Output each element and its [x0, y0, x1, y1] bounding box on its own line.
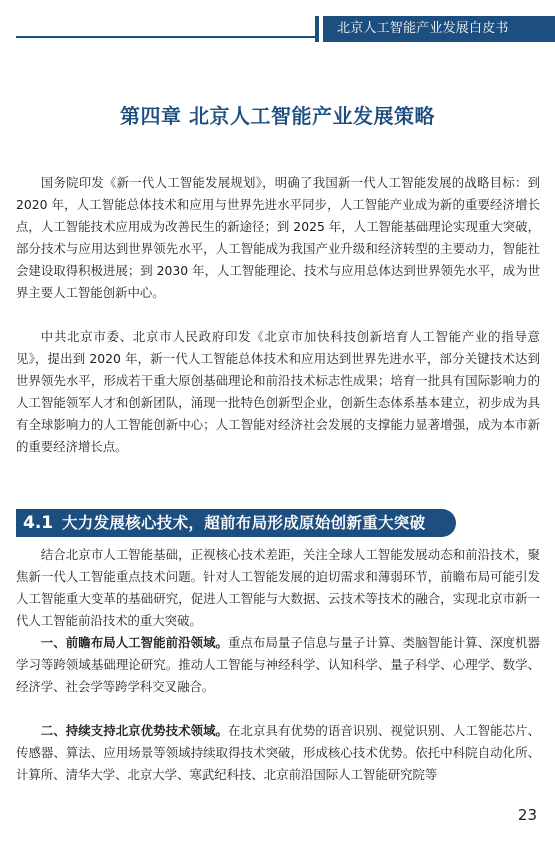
page-number: 23: [517, 806, 537, 824]
paragraph-advantage-fields: [16, 720, 540, 786]
header-rule: [16, 36, 319, 38]
section-title: 大力发展核心技术，超前布局形成原始创新重大突破: [62, 514, 426, 532]
section-number: 4.1: [23, 513, 54, 533]
paragraph-body: 在北京具有优势的语音识别、视觉识别、人工智能芯片、传感器、算法、应用场景等领域持续取得技术突破，形成核心技术优势。依托中科院自动化所、计算所、清华大学、北京大学、寒武纪科技、北京前沿国际人工智能研究院等: [16, 723, 541, 782]
paragraph-strategy-goals: 国务院印发《新一代人工智能发展规划》，明确了我国新一代人工智能发展的战略目标：到 2020 年，人工智能总体技术和应用与世界先进水平同步，人工智能产业成为新的重要经济增长点，人工智能技术应用成为改善民生的新途径；到 2025 年，人工智能基础理论实现重大突破，部分技术与应用达到世界领先水平，人工智能成为我国产业升级和经济转型的主要动力，智能社会建设取得积极进展；到 2030 年，人工智能理论、技术与应用总体达到世界领先水平，成为世界主要人工智能创新中心。: [16, 175, 540, 300]
running-header: [0, 16, 555, 42]
header-title: 北京人工智能产业发展白皮书: [319, 16, 555, 42]
paragraph-frontier-fields: [16, 632, 540, 698]
section-heading: [16, 509, 456, 537]
paragraph-section-intro: 结合北京市人工智能基础，正视核心技术差距，关注全球人工智能发展动态和前沿技术，聚焦新一代人工智能重点技术问题。针对人工智能发展的迫切需求和薄弱环节，前瞻布局可能引发人工智能重大变革的基础研究，促进人工智能与大数据、云技术等技术的融合，实现北京市新一代人工智能前沿技术的重大突破。: [16, 547, 540, 628]
paragraph-lead: 一、前瞻布局人工智能前沿领域。: [40, 635, 229, 650]
paragraph-body: 重点布局量子信息与量子计算、类脑智能计算、深度机器学习等跨领域基础理论研究。推动人工智能与神经科学、认知科学、量子科学、心理学、数学、经济学、社会学等跨学科交叉融合。: [16, 635, 541, 694]
chapter-title: 第四章 北京人工智能产业发展策略: [120, 104, 435, 128]
paragraph-lead: 二、持续支持北京优势技术领域。: [40, 723, 229, 738]
paragraph-beijing-guidance: 中共北京市委、北京市人民政府印发《北京市加快科技创新培育人工智能产业的指导意见》，提出到 2020 年，新一代人工智能总体技术和应用达到世界先进水平，部分关键技术达到世界领先水平，形成若干重大原创基础理论和前沿技术标志性成果；培育一批具有国际影响力的人工智能领军人才和创新团队，涌现一批特色创新型企业，创新生态体系基本建立，初步成为具有全球影响力的人工智能创新中心；人工智能对经济社会发展的支撑能力显著增强，成为本市新的重要经济增长点。: [16, 329, 540, 454]
